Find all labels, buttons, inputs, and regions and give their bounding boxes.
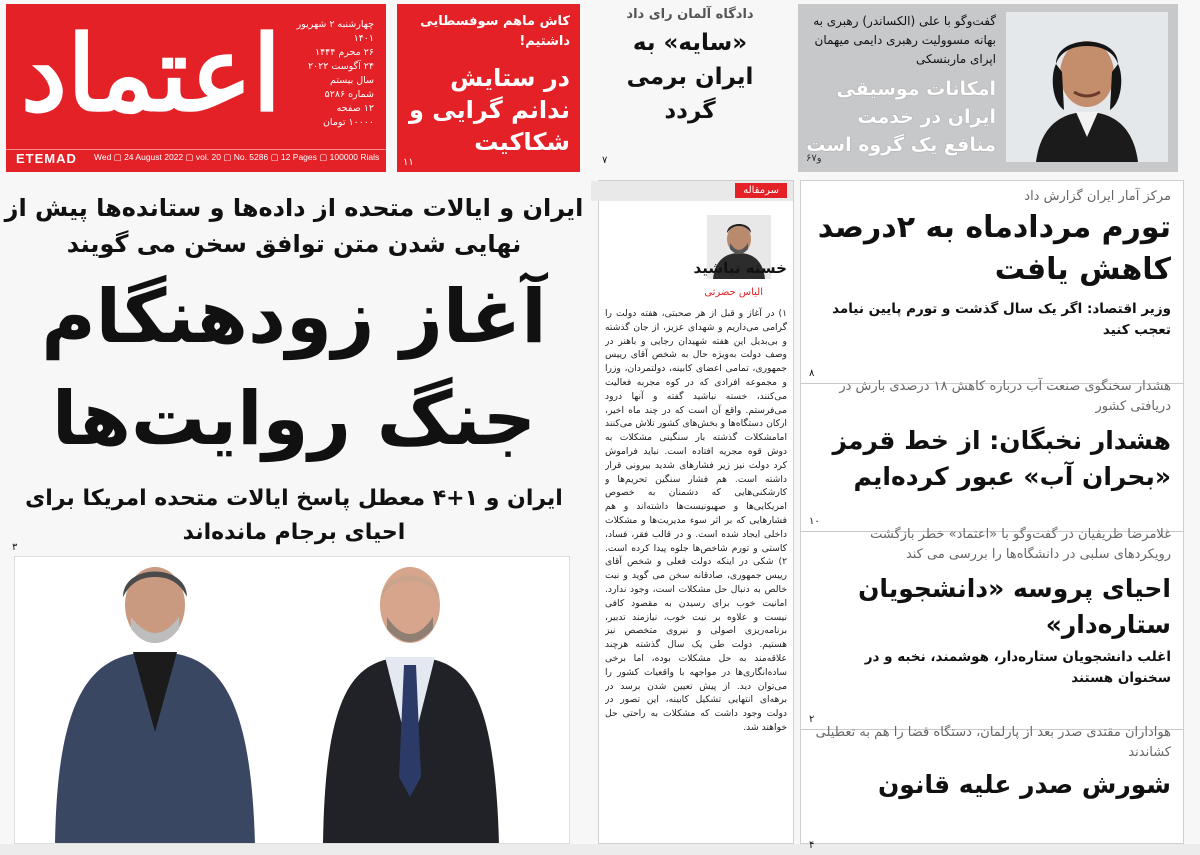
masthead [6,4,386,172]
news-headline: تورم مردادماه به ۲درصد کاهش یافت [817,210,1171,287]
date-line: ۱۲ صفحه [336,103,374,114]
page-number: ۷ [602,155,608,166]
logo: اعتماد [20,12,282,135]
promo-kicker: دادگاه آلمان رای داد [626,7,754,22]
page-number: ۱۰ [809,516,820,527]
news-headline: احیای پروسه «دانشجویان ستاره‌دار» [858,574,1171,639]
promo-text [806,12,996,164]
date-info [282,18,374,130]
date-line: چهارشنبه ۲ شهریور ۱۴۰۱ [296,19,374,44]
date-line: سال بیستم [330,75,374,86]
news-column [800,180,1184,851]
page-number: ۸ [809,368,815,379]
page-number: ۲ [809,714,815,725]
english-issue-line: Wed ▢ 24 August 2022 ▢ vol. 20 ▢ No. 5286 ▢ 12 Pages ▢ 100000 Rials [94,152,380,162]
page-number: ۱۱ [403,157,414,168]
editorial-tag [591,181,793,201]
main-subheadline: ایران و ۱+۴ معطل پاسخ ایالات متحده امریکا برای احیای برجام مانده‌اند [25,486,563,545]
editorial-body: ۱) در آغاز و قبل از هر صحبتی، هفته دولت را گرامی می‌داریم و شهدای عزیز، از جان گذشته و بی‌بدیل این هفته شهیدان رجایی و باهنر در وصف دولت به‌ویژه حال به شخص آقای رییس جمهوری، تمامی اعضای کابینه، دولتمردان، وزرا و مجموعه افرادی که در کوه مجربه فعالیت می‌کنند، خسته نباشید گفته و آنها درود می‌فرستم. واقع آن است که در چند ماه اخیر، ارکان دستگاه‌ها و بخش‌های کشور تلاش می‌کنند امامشکلات گذشته بار سنگینی مشکلات به دوش قوه مجریه افتاده است. نباید فراموش کرد دولت نیز زیر فشارهای شدید بیرونی قرار داشته است. هم فشار سنگین تحریم‌ها و کارشکنی‌هایی که دشمنان به خصوص امریکایی‌ها و صهیونیست‌ها داشته‌اند و هم فشارهایی که بر اثر سوء مدیریت‌ها و مشکلات داخلی ایجاد شده است. و در قالب فقر، فساد، کاستی و تورم شاخص‌ها جلوه پیدا کرده است. ۲) شکی در اینکه دولت فعلی و شخص آقای رییس جمهوری، صادقانه سخن می گوید و نیت خالص به دنبال حل مشکلات است، وجود ندارد. امانیت خوب برای رسیدن به مقصود کافی نیست و علاوه بر نیت خوب، نیازمند تدبیر، برنامه‌ریزی اصولی و نیروی متخصص نیز هستیم. دولت طی یک سال گذشته هرچند علاقه‌مند به حل مشکلات بوده، اما برخی ساده‌انگاری‌ها در مواجهه با واقعیات کشور را می‌توان دید. از پیش تعیین شدن برسد در برهه‌ای انتهایی تشکیل کابینه، این تصور در دولت وجود داشت که مشکلات به راحتی حل خواهند شد. [605,308,787,733]
news-subheadline: وزیر اقتصاد: اگر یک سال گذشت و تورم پایین نیامد تعجب کنید [832,301,1171,338]
masthead-footer [6,149,386,172]
news-kicker: غلامرضا ظریفیان در گفت‌وگو با «اعتماد» خطر بازگشت رویکردهای سلبی در دانشگاه‌ها را بررسی می کند [870,527,1171,562]
news-headline: شورش صدر علیه قانون [877,770,1171,799]
news-kicker: مرکز آمار ایران گزارش داد [1024,189,1171,204]
news-item-sadr[interactable] [801,717,1183,855]
editorial-tag-label: سرمقاله [735,183,787,198]
editorial-author: الیاس حضرتی [704,287,763,298]
date-line: ۱۰۰۰۰ تومان [322,117,374,128]
promo-court[interactable] [600,4,780,172]
news-subheadline: اغلب دانشجویان ستاره‌دار، هوشمند، نخبه و در سخنوان هستند [864,649,1171,686]
news-item-water[interactable] [801,371,1183,532]
portrait-illustration [1006,12,1168,162]
promo-music-interview[interactable] [798,4,1178,172]
main-kicker: ایران و ایالات متحده از داده‌ها و ستانده‌ها پیش از نهایی شدن متن توافق سخن می گویند [4,194,584,258]
main-headline: آغاز زودهنگام جنگ روایت‌ها [41,274,547,462]
page-number: ۶و۷ [806,153,822,164]
news-kicker: هشدار سخنگوی صنعت آب درباره کاهش ۱۸ درصدی بارش در دریافتی کشور [839,379,1171,414]
promo-title: «سایه» به ایران برمی گردد [626,30,754,124]
main-story-photo [14,556,570,844]
promo-title: در ستایش ندانم گرایی و شکاکیت [409,64,570,156]
promo-title: امکانات موسیقی ایران در خدمت منافع یک گروه است [806,78,996,156]
logo-latin: ETEMAD [16,151,77,166]
news-kicker: هواداران مقتدی صدر بعد از پارلمان، دستگاه قضا را هم به تعطیلی کشاندند [815,725,1171,760]
date-line: ۲۶ محرم ۱۴۴۴ [314,47,374,58]
promo-kicker: گفت‌وگو با علی (الکساندر) رهبری به بهانه مسوولیت رهبری دایمی میهمان اپرای ماربنسکی [813,14,996,66]
news-item-students[interactable] [801,519,1183,730]
page-number: ۴ [809,840,815,851]
promo-philosophy[interactable] [397,4,580,172]
promo-kicker: کاش ماهم سوفسطایی داشتیم! [420,14,570,49]
news-item-inflation[interactable] [801,181,1183,384]
date-line: ۲۴ آگوست ۲۰۲۲ [307,61,374,72]
page-number: ۳ [12,542,18,553]
editorial-column[interactable] [598,180,794,844]
interviewee-photo [1006,12,1168,162]
date-line: شماره ۵۲۸۶ [324,89,374,100]
editorial-title: خسته نباشید [693,259,787,277]
news-headline: هشدار نخبگان: از خط قرمز «بحران آب» عبور کرده‌ایم [832,426,1171,491]
two-men-illustration [15,557,570,844]
